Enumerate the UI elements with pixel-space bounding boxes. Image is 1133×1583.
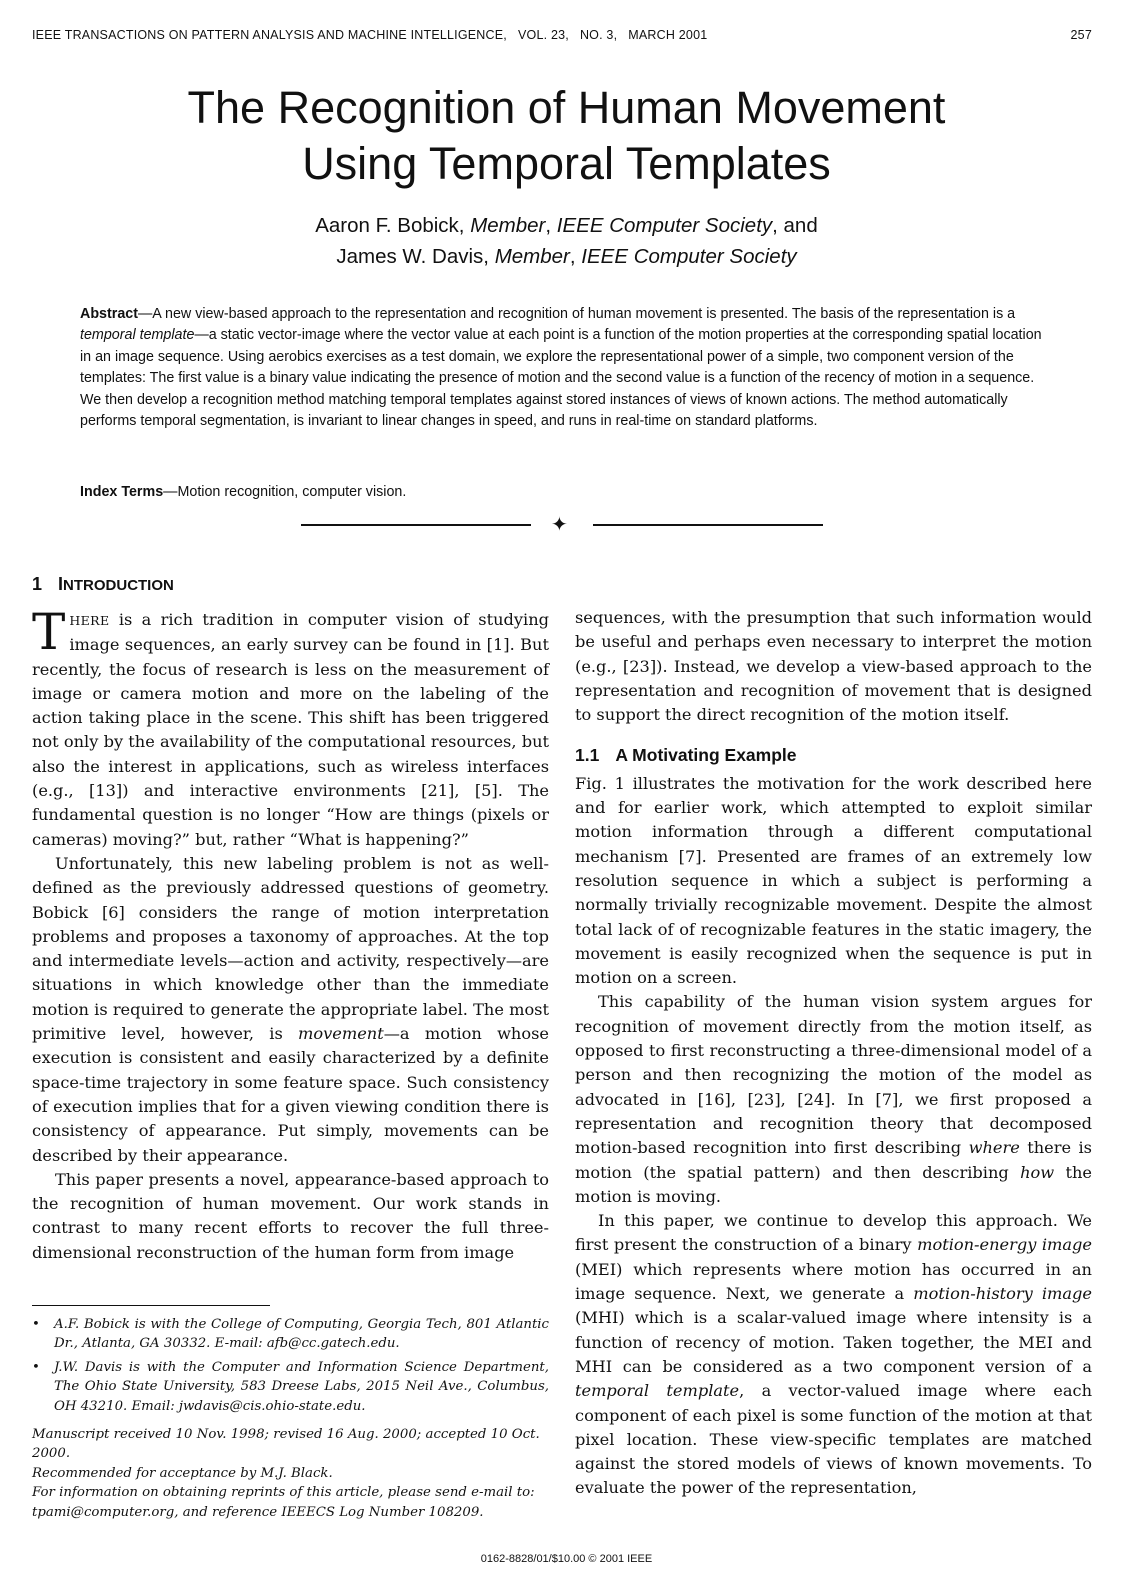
abstract-text-2: —a static vector-image where the vector value at each point is a function of the motion properties at the corresponding spatial location in an image sequence. Using aerobics exercises as a test domain, we explore the representational power of a simple, two component version of the templates: The first value is a binary value indicating the presence of motion and the second value is a function of the recency of motion in a sequence. We then develop a recognition method matching temporal templates against stored instances of views of known actions. The method automatically performs temporal segmentation, is invariant to linear changes in speed, and runs in real-time on standard platforms. [80,327,1042,430]
index-terms-text: —Motion recognition, computer vision. [163,484,407,500]
author-1-membership: Member [470,214,546,237]
diamond-icon: ✦ [551,512,568,536]
author-2 [60,241,1073,272]
abstract [80,304,1052,432]
index-terms [80,482,1052,503]
author-conjunction: , and [772,214,818,237]
author-1-name: Aaron F. Bobick, [315,214,471,237]
running-header [32,28,1092,46]
motivation-paragraph-1: Fig. 1 illustrates the motivation for the work described here and for earlier work, which attempted to exploit similar motion information through a different computational mechanism [7]. Presented are frames of an extremely low resolution sequence in which a subject is performing a normally trivially recognizable movement. Despite the almost total lack of of recognizable features in the static imagery, the movement is easily recognized when the sequence is put in motion on a screen. [575,773,1092,988]
term-mhi: motion-history image [913,1284,1092,1304]
index-terms-label: Index Terms [80,484,164,500]
small-caps-word: HERE [69,613,110,628]
separator-rule-left [301,524,531,526]
author-2-name: James W. Davis, [336,245,495,268]
motivation-text-2b: there is motion (the spatial pattern) and then describing [575,1138,1092,1182]
drop-cap: T [32,603,66,661]
abstract-label: Abstract [80,306,138,322]
section-separator [301,514,823,534]
author-2-membership: Member [494,245,570,268]
author-1-separator: , [545,214,557,237]
author-2-separator: , [569,245,582,268]
intro-text-1: is a rich tradition in computer vision of studying image sequences, an early survey can be found in [1]. But recently, the focus of research is less on the measurement of image or camera motion and more on the labeling of the action taking place in the scene. This shift has been triggered not only by the availability of the computational resources, but also the interest in applications, such as wireless interfaces (e.g., [13]) and interactive environments [21], [5]. The fundamental question is no longer “How are things (pixels or cameras) moving?” but, rather “What is happening?” [32,610,549,849]
motivation-text-2a: This capability of the human vision system argues for recognition of movement directly from the motion itself, as opposed to first reconstructing a three-dimensional model of a person and then recognizing the motion of the model as advocated in [16], [23], [24]. In [7], we first proposed a representation and recognition theory that decomposed motion-based recognition into first describing [575,992,1092,1158]
intro-text-2a: Unfortunately, this new labeling problem is not as well-defined as the previously addressed questions of geometry. Bobick [6] considers the range of motion interpretation problems and proposes a taxonomy of approaches. At the top and intermediate levels—action and activity, respectively—are situations in which knowledge other than the immediate motion is required to generate the appropriate label. The most primitive level, however, is [32,853,549,1044]
right-column [575,606,1092,1501]
motivation-paragraph-2 [575,990,1092,1209]
title-line-2: Using Temporal Templates [302,138,831,189]
intro-term-movement: movement [298,1024,384,1044]
motivation-paragraph-3 [575,1209,1092,1501]
section-heading-introduction [32,574,174,595]
intro-text-2b: —a motion whose execution is consistent and easily characterized by a definite space-time trajectory in some feature space. Such consistency of execution implies that for a given viewing condition there is consistency of appearance. Put simply, movements can be described by their appearance. [32,1024,549,1165]
footnote-rule [32,1305,270,1306]
subsection-number: 1.1 [575,745,600,766]
motivation-text-3c: (MHI) which is a scalar-valued image where intensity is a function of recency of motion. Taken together, the MEI and MHI can be considered as a two component version of a [575,1308,1092,1376]
journal-name: IEEE TRANSACTIONS ON PATTERN ANALYSIS AND MACHINE INTELLIGENCE, VOL. 23, NO. 3, MARCH 2001 [32,28,708,42]
intro-paragraph-1 [32,603,549,852]
author-1 [60,210,1073,241]
subsection-heading-motivating-example [575,743,1092,767]
intro-paragraph-3: This paper presents a novel, appearance-based approach to the recognition of human movement. Our work stands in contrast to many recent efforts to recover the full three-dimensional reconstruction of the human form from image [32,1169,549,1262]
page-number: 257 [1070,28,1092,42]
abstract-text-1: —A new view-based approach to the representation and recognition of human movement is presented. The basis of the representation is a [138,306,1016,322]
term-mei: motion-energy image [917,1235,1092,1255]
author-block [60,210,1073,272]
term-where: where [968,1138,1020,1158]
paper-title [60,80,1073,192]
footnote-author-2: • J.W. Davis is with the Computer and Information Science Department, The Ohio State University, 583 Dreese Labs, 2015 Neil Ave., Columbus, OH 43210. Email: jwdavis@cis.ohio-state.edu. [32,1358,549,1416]
page-footer: 0162-8828/01/$10.00 © 2001 IEEE [480,1553,653,1565]
section-title-rest: NTRODUCTION [63,577,174,594]
manuscript-dates: Manuscript received 10 Nov. 1998; revised 16 Aug. 2000; accepted 10 Oct. 2000. [32,1427,540,1462]
author-1-society: IEEE Computer Society [556,214,773,237]
reprint-information: For information on obtaining reprints of this article, please send e-mail to: tpami@computer.org, and reference IEEECS Log Number 108209. [32,1485,535,1520]
left-column [32,603,549,1265]
intro-paragraph-4: sequences, with the presumption that such information would be useful and perhaps even necessary to interpret the motion (e.g., [23]). Instead, we develop a view-based approach to the representation and recognition of movement that is designed to support the direct recognition of the motion itself. [575,608,1092,725]
recommended-for-acceptance: Recommended for acceptance by M.J. Black. [32,1465,333,1481]
term-temporal-template: temporal template [575,1381,740,1401]
abstract-term: temporal template [80,327,195,344]
term-how: how [1020,1162,1055,1182]
footnote-author-1: • A.F. Bobick is with the College of Computing, Georgia Tech, 801 Atlantic Dr., Atlanta, GA 30332. E-mail: afb@cc.gatech.edu. [32,1315,549,1354]
subsection-title: A Motivating Example [615,745,797,766]
author-2-society: IEEE Computer Society [581,245,797,268]
section-number: 1 [32,574,43,594]
motivation-text-3b: (MEI) which represents where motion has occurred in an image sequence. Next, we generate a [575,1259,1092,1304]
intro-paragraph-2 [32,852,549,1168]
section-title-initial: I [58,574,64,594]
motivation-text-3d: , a vector-valued image where each component of each pixel is some function of the motion at that pixel location. These view-specific templates are matched against the stored models of views of known movements. To evaluate the power of the representation, [575,1381,1093,1498]
footnotes [32,1315,549,1522]
motivation-text-2c: the motion is moving. [575,1162,1093,1206]
title-line-1: The Recognition of Human Movement [187,82,946,133]
motivation-text-3a: In this paper, we continue to develop this approach. We first present the construction of a binary [575,1211,1092,1255]
separator-rule-right [593,524,823,526]
